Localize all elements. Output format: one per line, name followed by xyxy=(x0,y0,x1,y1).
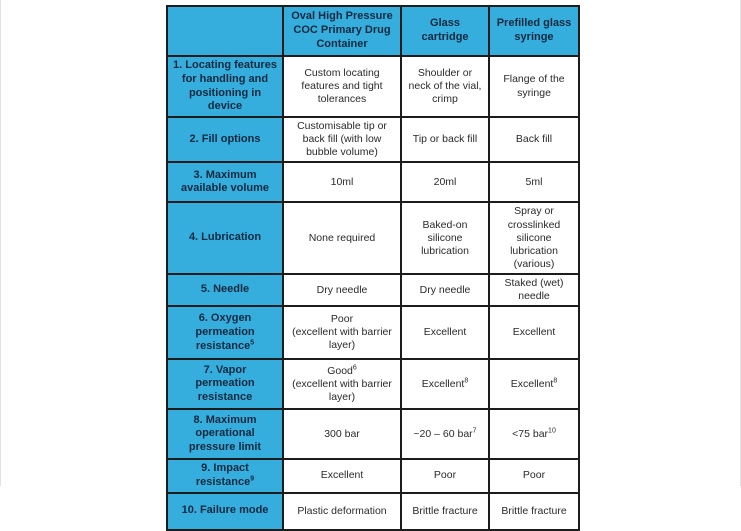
table-cell xyxy=(283,202,401,274)
corner-cell xyxy=(167,6,283,56)
cell-text: 1. Locating features for handling and positioning in device xyxy=(173,59,277,113)
comparison-table xyxy=(166,5,580,531)
table-row xyxy=(167,359,579,409)
cell-text: Baked-on silicone lubrication xyxy=(421,218,469,257)
table-cell xyxy=(283,56,401,117)
footnote-ref: 8 xyxy=(553,377,558,385)
column-header-label: Prefilled glass syringe xyxy=(496,17,572,43)
cell-text: Back fill xyxy=(515,133,553,146)
cell-text: Brittle fracture xyxy=(412,504,478,517)
table-cell xyxy=(401,202,489,274)
table-cell xyxy=(283,359,401,409)
table-cell xyxy=(401,117,489,162)
table-cell xyxy=(489,306,579,359)
cell-text: 10. Failure mode xyxy=(181,504,269,517)
cell-text: Tip or back fill xyxy=(412,133,478,146)
cell-text: Excellent xyxy=(423,326,467,339)
table-cell xyxy=(489,202,579,274)
cell-text: Dry needle xyxy=(316,283,368,296)
cell-text: 5. Needle xyxy=(200,283,250,296)
table-row xyxy=(167,306,579,359)
table-cell xyxy=(489,274,579,306)
table-cell xyxy=(489,493,579,530)
row-label xyxy=(167,359,283,409)
table-cell xyxy=(283,493,401,530)
column-header-label: Oval High Pressure COC Primary Drug Container xyxy=(291,10,393,50)
footnote-ref: 5 xyxy=(250,338,255,346)
row-label xyxy=(167,409,283,459)
table-row xyxy=(167,409,579,459)
cell-text: 20ml xyxy=(433,175,457,188)
cell-text: 2. Fill options xyxy=(189,132,261,145)
cell-text: 300 bar xyxy=(324,427,360,440)
table-cell xyxy=(283,459,401,493)
cell-text: None required xyxy=(308,231,376,244)
table-cell xyxy=(401,56,489,117)
row-label xyxy=(167,162,283,202)
table-cell xyxy=(283,162,401,202)
cell-text: 10ml xyxy=(330,175,354,188)
cell-text: Flange of the syringe xyxy=(503,73,565,99)
comparison-table-body xyxy=(167,6,579,530)
footnote-ref: 8 xyxy=(464,377,469,385)
cell-text: 4. Lubrication xyxy=(188,231,262,244)
table-cell xyxy=(401,409,489,459)
cell-text: ~20 – 60 bar xyxy=(413,427,473,440)
column-header xyxy=(283,6,401,56)
table-cell xyxy=(401,162,489,202)
footnote-ref: 6 xyxy=(352,364,357,372)
footnote-ref: 9 xyxy=(250,475,255,483)
cell-text: Staked (wet) needle xyxy=(504,277,564,303)
table-cell xyxy=(489,459,579,493)
cell-text: <75 bar xyxy=(512,427,549,440)
table-cell xyxy=(489,162,579,202)
table-cell xyxy=(283,117,401,162)
cell-text: 7. Vapor permeation resistance xyxy=(195,363,255,404)
cell-text: 6. Oxygen permeation resistance xyxy=(195,312,255,352)
table-cell xyxy=(401,306,489,359)
table-cell xyxy=(283,409,401,459)
footnote-ref: 7 xyxy=(472,427,477,435)
table-row xyxy=(167,56,579,117)
row-label xyxy=(167,117,283,162)
cell-text: Excellent xyxy=(320,469,364,482)
cell-text: 3. Maximum available volume xyxy=(180,168,270,195)
row-label xyxy=(167,274,283,306)
column-header xyxy=(401,6,489,56)
cell-text: Customisable tip or back fill (with low bubble volume) xyxy=(297,120,387,159)
table-row xyxy=(167,493,579,530)
table-cell xyxy=(489,359,579,409)
row-label xyxy=(167,493,283,530)
cell-text: Dry needle xyxy=(419,283,471,296)
cell-text: 9. Impact resistance xyxy=(195,462,251,488)
table-row xyxy=(167,162,579,202)
table-cell xyxy=(401,274,489,306)
table-row xyxy=(167,274,579,306)
cell-text: Good xyxy=(327,364,353,377)
cell-text: Custom locating features and tight tolerances xyxy=(301,66,383,106)
row-label xyxy=(167,459,283,493)
cell-text: 8. Maximum operational pressure limit xyxy=(188,413,262,454)
cell-text: Plastic deformation xyxy=(297,504,387,517)
cell-note: (excellent with barrier layer) xyxy=(292,326,392,352)
cell-text: Excellent xyxy=(510,377,554,390)
table-cell xyxy=(489,409,579,459)
table-cell xyxy=(283,274,401,306)
row-label xyxy=(167,306,283,359)
row-label xyxy=(167,202,283,274)
row-label xyxy=(167,56,283,117)
cell-text: 5ml xyxy=(525,175,543,188)
cell-text: Brittle fracture xyxy=(501,504,567,517)
cell-text: Excellent xyxy=(512,326,556,339)
cell-text: Poor xyxy=(433,469,457,482)
table-row xyxy=(167,459,579,493)
table-cell xyxy=(489,117,579,162)
cell-text: Poor xyxy=(522,469,546,482)
table-row xyxy=(167,202,579,274)
table-cell xyxy=(401,359,489,409)
cell-note: (excellent with barrier layer) xyxy=(292,377,392,403)
header-row xyxy=(167,6,579,56)
table-cell xyxy=(401,459,489,493)
table-cell xyxy=(401,493,489,530)
cell-text: Shoulder or neck of the vial, crimp xyxy=(408,66,482,106)
cell-text: Poor xyxy=(330,313,354,326)
table-cell xyxy=(283,306,401,359)
table-cell xyxy=(489,56,579,117)
column-header-label: Glass cartridge xyxy=(421,17,469,43)
table-row xyxy=(167,117,579,162)
cell-text: Spray or crosslinked silicone lubrication (various) xyxy=(507,205,561,270)
cell-text: Excellent xyxy=(421,377,465,390)
column-header xyxy=(489,6,579,56)
footnote-ref: 10 xyxy=(548,427,556,435)
